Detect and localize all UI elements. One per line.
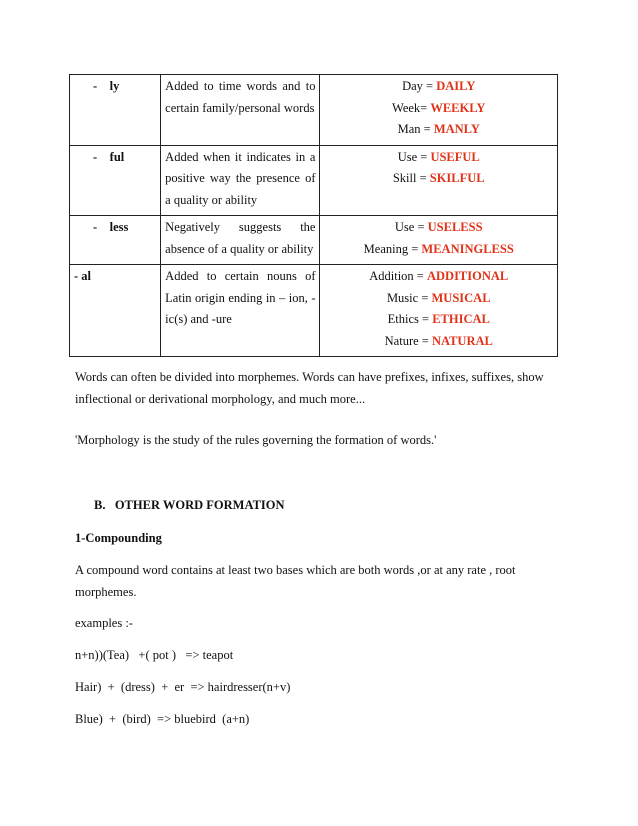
suffix-label: - ful (93, 149, 125, 164)
base-word: Use = (394, 220, 428, 234)
base-word: Music = (386, 290, 432, 305)
suffix-label: - al (74, 269, 92, 283)
example-pair (324, 217, 553, 239)
examples-label: examples :- (75, 616, 133, 630)
example-pair (324, 239, 553, 261)
example-line: n+n))(Tea) +( pot ) => teapot (75, 648, 234, 662)
suffix-cell (70, 75, 161, 146)
suffix-cell (70, 216, 161, 265)
suffix-description: Added to certain nouns of Latin origin ending in – ion, -ic(s) and -ure (165, 269, 316, 326)
compound-definition: A compound word contains at least two bases which are both words ,or at any rate , root morphemes. (75, 563, 519, 599)
example-pair (324, 309, 553, 331)
base-word: Man = (397, 122, 434, 136)
table-row (70, 265, 558, 357)
derived-word: USEFUL (430, 149, 480, 164)
example-pair (324, 168, 553, 190)
compounding-heading: 1-Compounding (75, 531, 162, 545)
example-pair (324, 119, 553, 141)
derived-word: MANLY (433, 122, 480, 136)
suffix-description: Negatively suggests the absence of a quality or ability (165, 220, 316, 256)
derived-word: USELESS (427, 220, 483, 234)
intro-paragraph: Words can often be divided into morphemes. Words can have prefixes, infixes, suffixes, show inflectional or derivational morphology, and much more... (75, 370, 547, 406)
base-word: Skill = (392, 171, 430, 185)
suffix-cell (70, 145, 161, 216)
example-line: Hair) + (dress) + er => hairdresser(n+v) (75, 680, 291, 694)
table-row (70, 75, 558, 146)
examples-cell (320, 145, 558, 216)
suffix-label: - ly (93, 79, 120, 93)
morphology-quote: 'Morphology is the study of the rules governing the formation of words.' (75, 433, 437, 447)
example-pair (324, 147, 553, 169)
derived-word: WEEKLY (430, 100, 486, 115)
section-heading: B. OTHER WORD FORMATION (94, 498, 285, 512)
base-word: Use = (397, 149, 431, 164)
base-word: Nature = (384, 333, 432, 348)
description-cell (161, 145, 320, 216)
derived-word: MEANINGLESS (421, 241, 514, 256)
derived-word: SKILFUL (429, 171, 485, 185)
example-pair (324, 76, 553, 98)
example-line: Blue) + (bird) => bluebird (a+n) (75, 712, 250, 726)
example-pair (324, 288, 553, 310)
suffix-cell (70, 265, 161, 357)
examples-cell (320, 216, 558, 265)
base-word: Week= (392, 100, 431, 115)
base-word: Addition = (369, 269, 427, 283)
derived-word: MUSICAL (431, 290, 491, 305)
example-pair (324, 98, 553, 120)
suffix-table (69, 74, 558, 357)
suffix-label: - less (93, 220, 129, 234)
derived-word: ETHICAL (432, 312, 490, 326)
example-pair (324, 331, 553, 353)
base-word: Meaning = (363, 241, 422, 256)
suffix-description: Added when it indicates in a positive way the presence of a quality or ability (165, 149, 316, 207)
base-word: Ethics = (387, 312, 433, 326)
description-cell (161, 265, 320, 357)
derived-word: NATURAL (431, 333, 493, 348)
derived-word: ADDITIONAL (426, 269, 509, 283)
example-pair (324, 266, 553, 288)
base-word: Day = (402, 79, 437, 93)
examples-cell (320, 75, 558, 146)
table-row (70, 216, 558, 265)
suffix-description: Added to time words and to certain family/personal words (165, 79, 316, 115)
table-row (70, 145, 558, 216)
examples-cell (320, 265, 558, 357)
derived-word: DAILY (436, 79, 476, 93)
description-cell (161, 216, 320, 265)
description-cell (161, 75, 320, 146)
